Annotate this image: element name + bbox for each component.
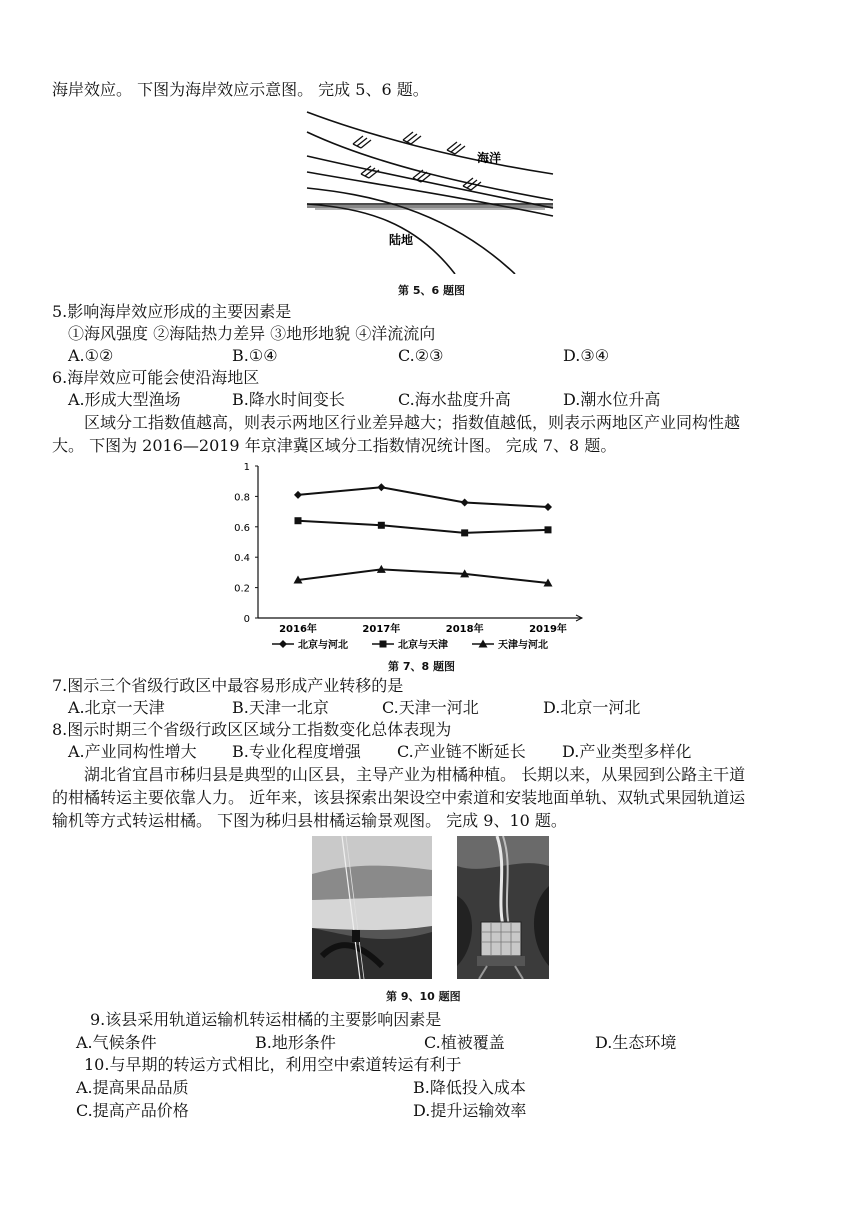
- q5-option-d[interactable]: D.③④: [563, 346, 610, 365]
- q5-option-a[interactable]: A.①②: [68, 346, 114, 365]
- label-sea: 海洋: [477, 151, 502, 165]
- y-tick-label: 0.8: [234, 492, 250, 504]
- q7-option-a[interactable]: A.北京一天津: [68, 698, 165, 717]
- intro-9-10-line2: 的柑橘转运主要依靠人力。 近年来，该县探索出架设空中索道和安装地面单轨、双轨式果园轨道运: [52, 788, 746, 807]
- x-tick-label: 2019年: [529, 624, 567, 635]
- series-marker: [461, 529, 468, 536]
- q8-option-c[interactable]: C.产业链不断延长: [397, 742, 526, 761]
- x-tick-label: 2017年: [362, 624, 401, 635]
- q10-option-b[interactable]: B.降低投入成本: [413, 1078, 526, 1097]
- division-index-chart: [222, 458, 602, 658]
- q10-stem: 10.与早期的转运方式相比，利用空中索道转运有利于: [84, 1055, 462, 1074]
- intro-5-6: 海岸效应。 下图为海岸效应示意图。 完成 5、6 题。: [52, 80, 429, 99]
- q7-option-d[interactable]: D.北京一河北: [543, 698, 641, 717]
- legend-label: 北京与河北: [298, 640, 348, 651]
- series-marker: [279, 640, 287, 648]
- legend-label: 天津与河北: [498, 640, 548, 651]
- q9-option-c[interactable]: C.植被覆盖: [424, 1033, 505, 1052]
- q10-option-d[interactable]: D.提升运输效率: [413, 1101, 527, 1120]
- q6-option-c[interactable]: C.海水盐度升高: [398, 390, 511, 409]
- label-land: 陆地: [389, 233, 414, 247]
- q7-stem: 7.图示三个省级行政区中最容易形成产业转移的是: [52, 676, 404, 695]
- series-line: [298, 521, 548, 533]
- q6-stem: 6.海岸效应可能会使沿海地区: [52, 368, 260, 387]
- q5-items: ①海风强度 ②海陆热力差异 ③地形地貌 ④洋流流向: [68, 324, 436, 343]
- series-line: [298, 569, 548, 583]
- q6-option-a[interactable]: A.形成大型渔场: [68, 390, 181, 409]
- series-marker: [544, 503, 552, 511]
- rail-transport-photo: [457, 836, 549, 979]
- q5-option-c[interactable]: C.②③: [398, 346, 444, 365]
- legend-label: 北京与天津: [398, 640, 448, 651]
- series-marker: [545, 526, 552, 533]
- q10-option-a[interactable]: A.提高果品品质: [76, 1078, 189, 1097]
- intro-7-8-line2: 大。 下图为 2016—2019 年京津冀区域分工指数情况统计图。 完成 7、8 题。: [52, 436, 617, 455]
- intro-7-8-line1: 区域分工指数值越高，则表示两地区行业差异越大；指数值越低，则表示两地区产业同构性越: [84, 413, 741, 432]
- q9-stem: 9.该县采用轨道运输机转运柑橘的主要影响因素是: [90, 1010, 442, 1029]
- q8-stem: 8.图示时期三个省级行政区区域分工指数变化总体表现为: [52, 720, 452, 739]
- chart-caption: 第 7、8 题图: [388, 660, 455, 673]
- cable-way-photo: [312, 836, 432, 979]
- series-marker: [377, 483, 385, 491]
- series-marker: [461, 498, 469, 506]
- fig1-caption: 第 5、6 题图: [398, 284, 465, 297]
- q8-option-a[interactable]: A.产业同构性增大: [68, 742, 197, 761]
- q9-option-a[interactable]: A.气候条件: [76, 1033, 157, 1052]
- q5-stem: 5.影响海岸效应形成的主要因素是: [52, 302, 292, 321]
- y-tick-label: 0: [243, 614, 250, 625]
- y-tick-label: 0.2: [234, 583, 250, 595]
- series-marker: [378, 522, 385, 529]
- q7-option-b[interactable]: B.天津一北京: [232, 698, 329, 717]
- series-line: [298, 487, 548, 507]
- fig3-caption: 第 9、10 题图: [386, 990, 461, 1003]
- q6-option-d[interactable]: D.潮水位升高: [563, 390, 661, 409]
- q9-option-d[interactable]: D.生态环境: [595, 1033, 677, 1052]
- x-tick-label: 2016年: [279, 624, 317, 635]
- series-marker: [295, 517, 302, 524]
- q5-option-b[interactable]: B.①④: [232, 346, 278, 365]
- q8-option-b[interactable]: B.专业化程度增强: [232, 742, 361, 761]
- q8-option-d[interactable]: D.产业类型多样化: [562, 742, 692, 761]
- intro-9-10-line3: 输机等方式转运柑橘。 下图为秭归县柑橘运输景观图。 完成 9、10 题。: [52, 811, 567, 830]
- series-marker: [380, 641, 387, 648]
- x-tick-label: 2018年: [445, 624, 484, 635]
- y-tick-label: 0.4: [234, 553, 250, 565]
- q6-option-b[interactable]: B.降水时间变长: [232, 390, 345, 409]
- y-tick-label: 1: [243, 462, 250, 473]
- q9-option-b[interactable]: B.地形条件: [255, 1033, 336, 1052]
- series-marker: [294, 491, 302, 499]
- q7-option-c[interactable]: C.天津一河北: [382, 698, 479, 717]
- q10-option-c[interactable]: C.提高产品价格: [76, 1101, 189, 1120]
- y-tick-label: 0.6: [234, 522, 250, 534]
- intro-9-10-line1: 湖北省宜昌市秭归县是典型的山区县，主导产业为柑橘种植。 长期以来，从果园到公路主干道: [84, 765, 746, 784]
- coast-effect-diagram: [305, 104, 555, 274]
